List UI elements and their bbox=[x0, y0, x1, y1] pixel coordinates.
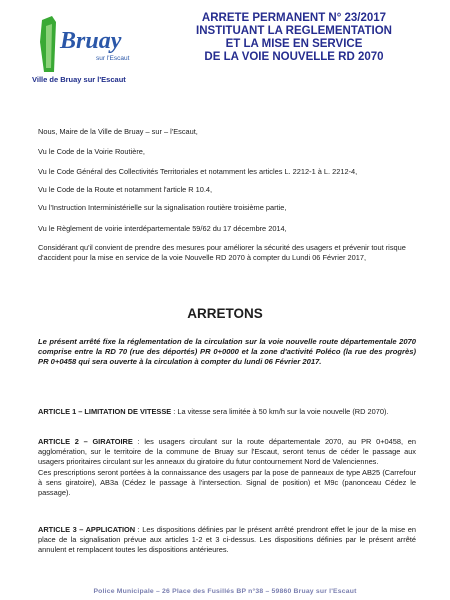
article-title: ARTICLE 3 – APPLICATION bbox=[38, 525, 136, 534]
preamble-line: Vu le Règlement de voirie interdépartementale 59/62 du 17 décembre 2014, bbox=[38, 224, 287, 233]
article-extra: Ces prescriptions seront portées à la connaissance des usagers par la pose de panneaux de type AB25 (Carrefour à sens giratoire), AB3a (Cédez le passage à l'intersection. Signal de position) et M9c (panonceau Cédez le passage). bbox=[38, 467, 416, 498]
decree-intro: Le présent arrêté fixe la réglementation de la circulation sur la voie nouvelle route départementale 2070 comprise entre la RD 70 (rue des déportés) PR 0+0000 et la zone d'activité Poléco (la rue des progrès) PR 0+0458 qui sera ouverte à la circulation à compter du lundi 06 Février 2017. bbox=[38, 337, 416, 367]
city-logo bbox=[34, 12, 134, 76]
city-name: Ville de Bruay sur l'Escaut bbox=[32, 75, 126, 84]
article-2 bbox=[38, 437, 416, 498]
article-text: : Les dispositions définies par le présent arrêté prendront effet le jour de la mise en place de la signalisation prévue aux articles 1-2 et 3 ci-dessus. Les dispositions définies par le présent arrêté annulent et remplacent toutes les dispositions antérieures. bbox=[38, 525, 416, 555]
article-text: : La vitesse sera limitée à 50 km/h sur la voie nouvelle (RD 2070). bbox=[171, 407, 389, 416]
heading-line: ET LA MISE EN SERVICE bbox=[225, 38, 363, 50]
article-3 bbox=[38, 525, 416, 556]
article-title: ARTICLE 2 – GIRATOIRE bbox=[38, 437, 133, 446]
preamble-line: Vu l'Instruction Interministérielle sur la signalisation routière troisième partie, bbox=[38, 203, 287, 212]
preamble-line: Vu le Code de la Route et notamment l'article R 10.4, bbox=[38, 185, 213, 194]
heading-line: DE LA VOIE NOUVELLE RD 2070 bbox=[204, 51, 384, 63]
page-footer: Police Municipale – 26 Place des Fusillés BP n°38 – 59860 Bruay sur l'Escaut bbox=[93, 588, 357, 595]
preamble-line: Vu le Code Général des Collectivités Territoriales et notamment les articles L. 2212-1 à L. 2212-4, bbox=[38, 167, 358, 176]
article-text: : les usagers circulant sur la route départementale 2070, au PR 0+0458, en agglomération, sur le territoire de la commune de Bruay sur l'Escaut, seront tenus de céder le passage aux usagers prioritaires circulant sur les anneaux du giratoire du futur contournement Nord de Valenciennes. bbox=[38, 437, 416, 467]
heading-line: ARRETE PERMANENT N° 23/2017 bbox=[201, 12, 387, 24]
article-title: ARTICLE 1 – LIMITATION DE VITESSE bbox=[38, 407, 172, 416]
logo-sub-text: sur l'Escaut bbox=[96, 55, 130, 62]
arretons-title: ARRETONS bbox=[187, 306, 263, 321]
heading-line: INSTITUANT LA REGLEMENTATION bbox=[196, 25, 392, 37]
logo-brand-text: Bruay bbox=[60, 28, 122, 54]
article-1 bbox=[38, 407, 416, 417]
decree-heading bbox=[160, 12, 428, 64]
preamble-line: Nous, Maire de la Ville de Bruay – sur – l'Escaut, bbox=[38, 127, 198, 136]
preamble-line: Vu le Code de la Voirie Routière, bbox=[38, 147, 145, 156]
preamble-considering: Considérant qu'il convient de prendre des mesures pour améliorer la sécurité des usagers et prévenir tout risque d'accident pour la mise en service de la voie Nouvelle RD 2070 à compter du Lundi 06 Février 2017, bbox=[38, 243, 406, 262]
